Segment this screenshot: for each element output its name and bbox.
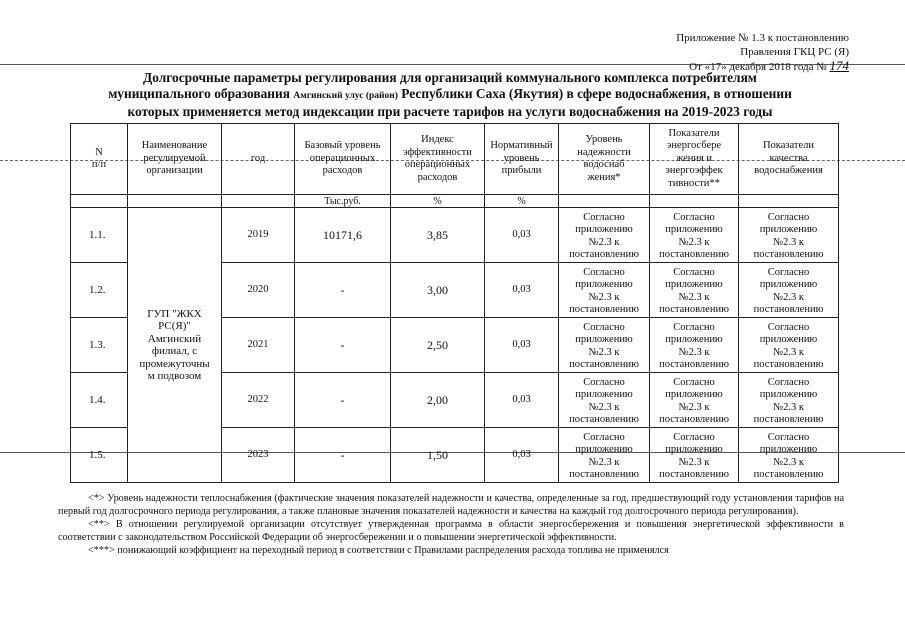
row-efficiency-index: 1,50 bbox=[391, 428, 485, 483]
title-district: Амгинский улус (район) bbox=[293, 91, 398, 101]
units-index: % bbox=[391, 195, 485, 208]
row-base-level: - bbox=[295, 318, 391, 373]
table-row bbox=[71, 208, 839, 263]
title-municipal: муниципального образования bbox=[108, 86, 290, 101]
row-efficiency-index: 2,50 bbox=[391, 318, 485, 373]
header-year: год bbox=[222, 124, 295, 195]
row-efficiency-index: 3,00 bbox=[391, 263, 485, 318]
units-empty bbox=[739, 195, 839, 208]
units-empty bbox=[71, 195, 128, 208]
row-reliability-note: Согласно приложению №2.3 к постановлению bbox=[559, 373, 650, 428]
units-empty bbox=[559, 195, 650, 208]
document-title bbox=[70, 70, 830, 120]
row-year: 2021 bbox=[222, 318, 295, 373]
appendix-line-2: Правления ГКЦ РС (Я) bbox=[740, 46, 849, 58]
appendix-date: От «17» декабря 2018 года № bbox=[689, 61, 827, 73]
row-profit-level: 0,03 bbox=[485, 373, 559, 428]
row-quality-note: Согласно приложению №2.3 к постановлению bbox=[739, 208, 839, 263]
title-line-2 bbox=[70, 86, 830, 104]
row-quality-note: Согласно приложению №2.3 к постановлению bbox=[739, 318, 839, 373]
row-number: 1.3. bbox=[71, 318, 128, 373]
row-reliability-note: Согласно приложению №2.3 к постановлению bbox=[559, 428, 650, 483]
title-line-1: Долгосрочные параметры регулирования для организаций коммунального комплекса потребителям bbox=[143, 70, 757, 85]
row-energy-note: Согласно приложению №2.3 к постановлению bbox=[650, 208, 739, 263]
row-base-level: - bbox=[295, 373, 391, 428]
row-year: 2019 bbox=[222, 208, 295, 263]
units-empty bbox=[128, 195, 222, 208]
row-profit-level: 0,03 bbox=[485, 428, 559, 483]
row-number: 1.1. bbox=[71, 208, 128, 263]
footnote-2: <**> В отношении регулируемой организации отсутствует утвержденная программа в области энергосбережения и повышения энергетической эффективности в соответствии с законодательством Российской Федерации об энергосбережении и о повышении энергетической эффективности. bbox=[58, 519, 844, 543]
table-header-row bbox=[71, 124, 839, 195]
units-profit: % bbox=[485, 195, 559, 208]
row-energy-note: Согласно приложению №2.3 к постановлению bbox=[650, 428, 739, 483]
footnote-3: <***> понижающий коэффициент на переходный период в соответствии с Правилами распределения расхода топлива не применялся bbox=[88, 545, 669, 556]
row-base-level: - bbox=[295, 263, 391, 318]
header-reliability: Уровень надежности водоснаб жения* bbox=[559, 124, 650, 195]
row-year: 2020 bbox=[222, 263, 295, 318]
units-empty bbox=[222, 195, 295, 208]
row-base-level: 10171,6 bbox=[295, 208, 391, 263]
row-efficiency-index: 2,00 bbox=[391, 373, 485, 428]
header-base: Базовый уровень операционных расходов bbox=[295, 124, 391, 195]
row-profit-level: 0,03 bbox=[485, 318, 559, 373]
header-energy: Показатели энергосбере жения и энергоэффек тивности** bbox=[650, 124, 739, 195]
row-efficiency-index: 3,85 bbox=[391, 208, 485, 263]
row-quality-note: Согласно приложению №2.3 к постановлению bbox=[739, 428, 839, 483]
row-number: 1.5. bbox=[71, 428, 128, 483]
header-num: N п/п bbox=[71, 124, 128, 195]
row-number: 1.2. bbox=[71, 263, 128, 318]
appendix-reference bbox=[676, 31, 849, 74]
row-year: 2022 bbox=[222, 373, 295, 428]
row-energy-note: Согласно приложению №2.3 к постановлению bbox=[650, 373, 739, 428]
row-base-level: - bbox=[295, 428, 391, 483]
header-quality: Показатели качества водоснабжения bbox=[739, 124, 839, 195]
row-quality-note: Согласно приложению №2.3 к постановлению bbox=[739, 263, 839, 318]
footnotes bbox=[58, 492, 844, 557]
table-units-row bbox=[71, 195, 839, 208]
row-quality-note: Согласно приложению №2.3 к постановлению bbox=[739, 373, 839, 428]
row-energy-note: Согласно приложению №2.3 к постановлению bbox=[650, 263, 739, 318]
row-number: 1.4. bbox=[71, 373, 128, 428]
parameters-table bbox=[70, 123, 839, 483]
appendix-line-1: Приложение № 1.3 к постановлению bbox=[676, 32, 849, 44]
title-line-3: которых применяется метод индексации при расчете тарифов на услуги водоснабжения на 2019-2023 годы bbox=[127, 104, 773, 119]
units-base: Тыс.руб. bbox=[295, 195, 391, 208]
appendix-number: 174 bbox=[829, 58, 849, 73]
row-reliability-note: Согласно приложению №2.3 к постановлению bbox=[559, 318, 650, 373]
row-profit-level: 0,03 bbox=[485, 263, 559, 318]
units-empty bbox=[650, 195, 739, 208]
header-profit: Нормативный уровень прибыли bbox=[485, 124, 559, 195]
footnote-1: <*> Уровень надежности теплоснабжения (фактические значения показателей надежности и качества, определенные за год, предшествующий году установления тарифов на первый год долгосрочного периода регулирования, а также плановые значения показателей надежности и качества на каждый год долгосрочного периода регулирования). bbox=[58, 493, 844, 517]
row-energy-note: Согласно приложению №2.3 к постановлению bbox=[650, 318, 739, 373]
row-reliability-note: Согласно приложению №2.3 к постановлению bbox=[559, 208, 650, 263]
header-org: Наименование регулируемой организации bbox=[128, 124, 222, 195]
header-index: Индекс эффективности операционных расходов bbox=[391, 124, 485, 195]
row-reliability-note: Согласно приложению №2.3 к постановлению bbox=[559, 263, 650, 318]
row-year: 2023 bbox=[222, 428, 295, 483]
organization-name: ГУП "ЖКХ РС(Я)" Амгинский филиал, с промежуточны м подвозом bbox=[128, 208, 222, 483]
row-profit-level: 0,03 bbox=[485, 208, 559, 263]
title-region: Республики Саха (Якутия) в сфере водоснабжения, в отношении bbox=[401, 86, 792, 101]
